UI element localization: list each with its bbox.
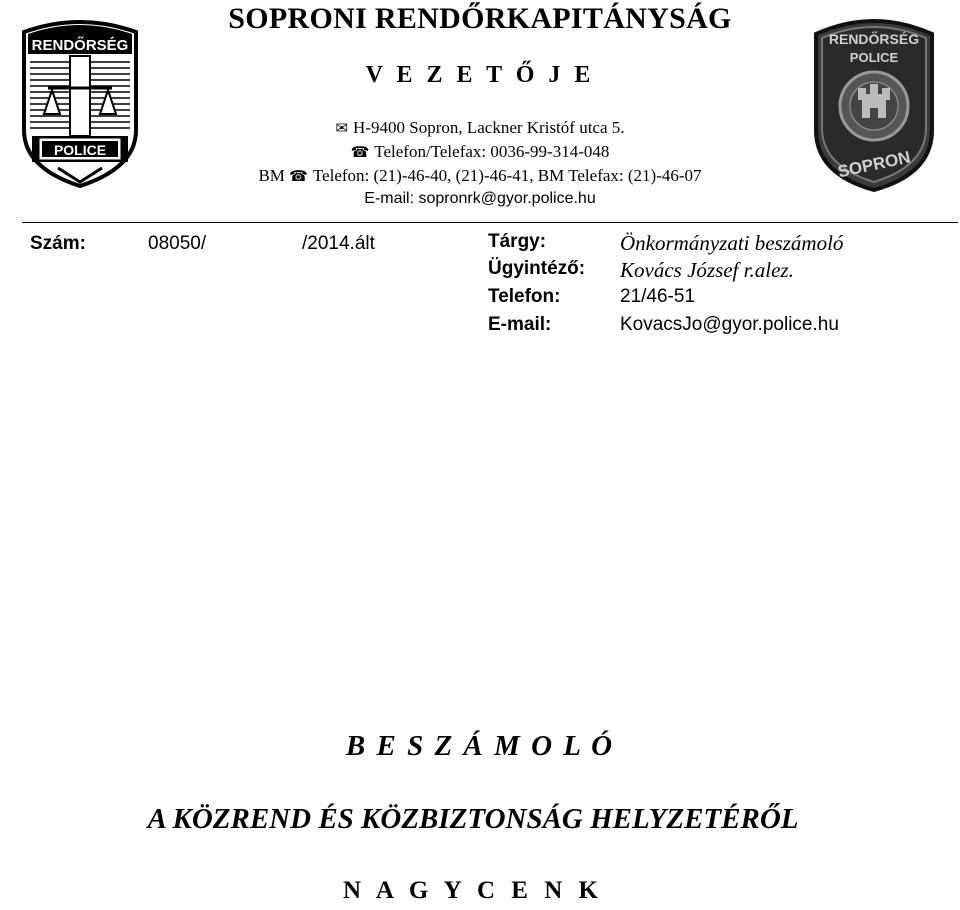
header-divider <box>22 222 958 223</box>
officer-email-value[interactable]: KovacsJo@gyor.police.hu <box>620 314 839 335</box>
case-officer-value: Kovács József r.alez. <box>620 258 794 282</box>
address-line <box>0 118 960 138</box>
subject-value: Önkormányzati beszámoló <box>620 231 844 255</box>
reference-number-value: 08050/ <box>148 233 207 254</box>
officer-phone-value: 21/46-51 <box>620 286 696 307</box>
phone-fax-line <box>0 142 960 162</box>
subject-label: Tárgy: <box>488 231 547 252</box>
telephone-icon: ☎ <box>289 169 308 185</box>
document-title: B E S Z Á M O L Ó <box>345 730 615 762</box>
header-email[interactable]: E-mail: sopronrk@gyor.police.hu <box>364 190 596 207</box>
document-place: N A G Y C E N K <box>343 877 603 904</box>
shield-bottom-text: POLICE <box>53 142 107 158</box>
phone-fax-text: Telefon/Telefax: 0036-99-314-048 <box>374 142 610 161</box>
officer-phone-label: Telefon: <box>488 286 561 307</box>
bm-prefix: BM <box>258 166 285 185</box>
address-text: H-9400 Sopron, Lackner Kristóf utca 5. <box>353 118 625 137</box>
badge-bottom-text: SOPRON <box>836 147 913 182</box>
organization-title: SOPRONI RENDŐRKAPITÁNYSÁG <box>228 2 732 35</box>
badge-mid-text: POLICE <box>849 50 899 65</box>
shield-top-text: RENDŐRSÉG <box>31 37 129 54</box>
bm-phone-line <box>0 166 960 186</box>
envelope-icon: ✉ <box>335 121 349 137</box>
document-subject: A KÖZREND ÉS KÖZBIZTONSÁG HELYZETÉRŐL <box>147 803 799 835</box>
case-officer-label: Ügyintéző: <box>488 258 586 279</box>
leader-title: V E Z E T Ő J E <box>365 62 595 88</box>
badge-top-text: RENDŐRSÉG <box>828 31 920 47</box>
reference-number-label: Szám: <box>30 233 86 254</box>
telephone-icon: ☎ <box>350 145 370 161</box>
bm-phones-text: Telefon: (21)-46-40, (21)-46-41, BM Telefax: (21)-46-07 <box>312 166 702 185</box>
officer-email-label: E-mail: <box>488 314 552 335</box>
reference-number-year: /2014.ált <box>302 233 375 254</box>
police-shield-logo <box>18 18 142 188</box>
